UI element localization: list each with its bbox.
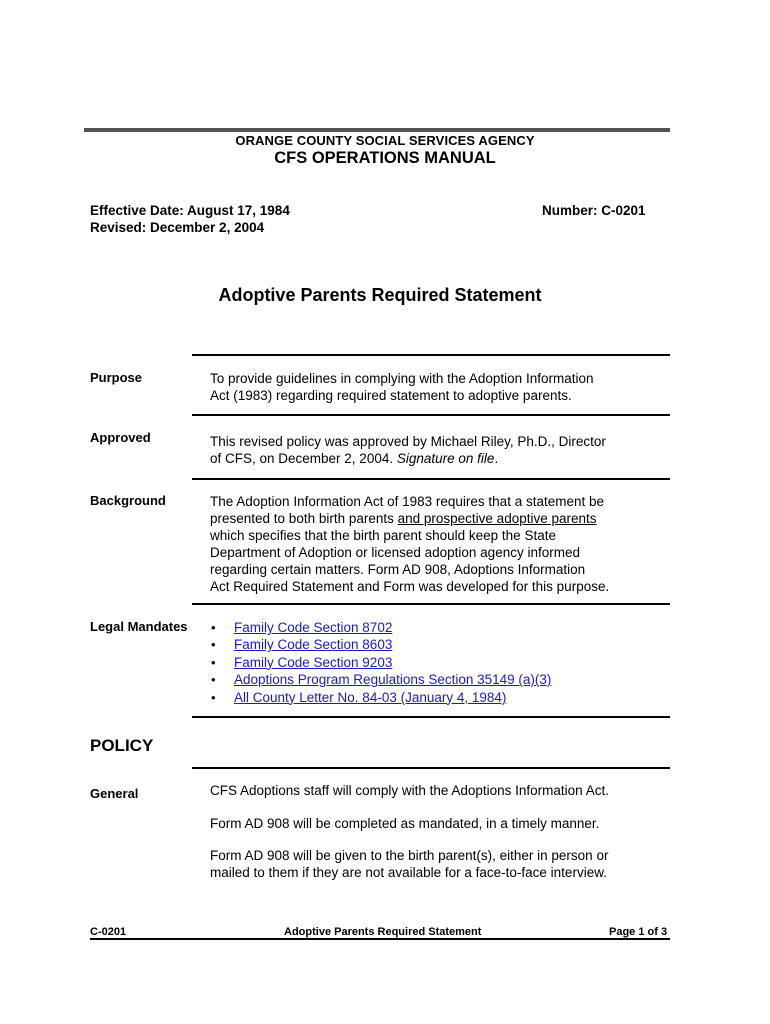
effective-date: Effective Date: August 17, 1984: [90, 203, 290, 218]
approved-label: Approved: [90, 430, 151, 445]
policy-line: mailed to them if they are not available for a face-to-face interview.: [210, 865, 607, 880]
policy-heading: POLICY: [90, 736, 154, 755]
policy-paragraph: Form AD 908 will be completed as mandated, in a timely manner.: [210, 816, 600, 831]
list-item: [210, 689, 670, 706]
policy-paragraph: [210, 847, 670, 881]
footer-title: Adoptive Parents Required Statement: [284, 926, 482, 938]
background-line: which specifies that the birth parent should keep the State: [210, 528, 556, 543]
purpose-line: To provide guidelines in complying with the Adoption Information: [210, 371, 594, 386]
manual-title: CFS OPERATIONS MANUAL: [274, 149, 496, 167]
document-title: Adoptive Parents Required Statement: [218, 285, 542, 305]
policy-paragraph: CFS Adoptions staff will comply with the Adoptions Information Act.: [210, 783, 609, 798]
legal-mandates-label: Legal Mandates: [90, 619, 188, 634]
legal-mandates-list: [210, 619, 670, 706]
footer-rule: [90, 938, 670, 940]
background-line: The Adoption Information Act of 1983 requires that a statement be: [210, 494, 604, 509]
underlined-phrase: and prospective adoptive parents: [397, 511, 597, 526]
purpose-line: Act (1983) regarding required statement to adoptive parents.: [210, 388, 572, 403]
footer-doc-number: C-0201: [90, 926, 127, 938]
section-divider: [192, 603, 670, 605]
header-rule: [84, 128, 670, 132]
background-line: Department of Adoption or licensed adoption agency informed: [210, 545, 580, 560]
policy-line: Form AD 908 will be given to the birth parent(s), either in person or: [210, 848, 609, 863]
section-divider: [192, 767, 670, 769]
purpose-label: Purpose: [90, 370, 143, 385]
link-adoptions-regulations[interactable]: Adoptions Program Regulations Section 35149 (a)(3): [234, 672, 552, 688]
link-family-code-8702[interactable]: Family Code Section 8702: [234, 620, 393, 635]
background-line: Act Required Statement and Form was developed for this purpose.: [210, 579, 610, 594]
list-item: [210, 654, 670, 671]
document-number: Number: C-0201: [542, 203, 646, 218]
footer-page-number: Page 1 of 3: [609, 926, 668, 938]
general-label: General: [90, 786, 139, 801]
background-line: [210, 510, 670, 527]
signature-note: Signature on file: [396, 451, 495, 466]
background-text: [210, 493, 670, 595]
section-divider: [192, 414, 670, 416]
background-line-text: presented to both birth parents: [210, 511, 398, 526]
link-family-code-8603[interactable]: Family Code Section 8603: [234, 637, 393, 653]
section-divider: [192, 478, 670, 480]
list-item: [210, 636, 670, 653]
agency-name: ORANGE COUNTY SOCIAL SERVICES AGENCY: [235, 133, 535, 148]
list-item: [210, 619, 670, 636]
approved-line: This revised policy was approved by Michael Riley, Ph.D., Director: [210, 434, 606, 449]
list-item: [210, 671, 670, 688]
section-divider: [192, 716, 670, 718]
link-all-county-letter[interactable]: All County Letter No. 84-03 (January 4, 1984): [234, 689, 507, 705]
approved-line: [210, 450, 670, 467]
link-family-code-9203[interactable]: Family Code Section 9203: [234, 654, 393, 670]
background-line: regarding certain matters. Form AD 908, Adoptions Information: [210, 562, 586, 577]
approved-line-text: of CFS, on December 2, 2004.: [210, 451, 397, 466]
revised-date: Revised: December 2, 2004: [90, 220, 265, 235]
background-label: Background: [90, 493, 166, 508]
approved-text: [210, 433, 670, 467]
approved-line-end: .: [494, 451, 499, 466]
section-divider: [192, 354, 670, 356]
purpose-text: [210, 370, 670, 404]
